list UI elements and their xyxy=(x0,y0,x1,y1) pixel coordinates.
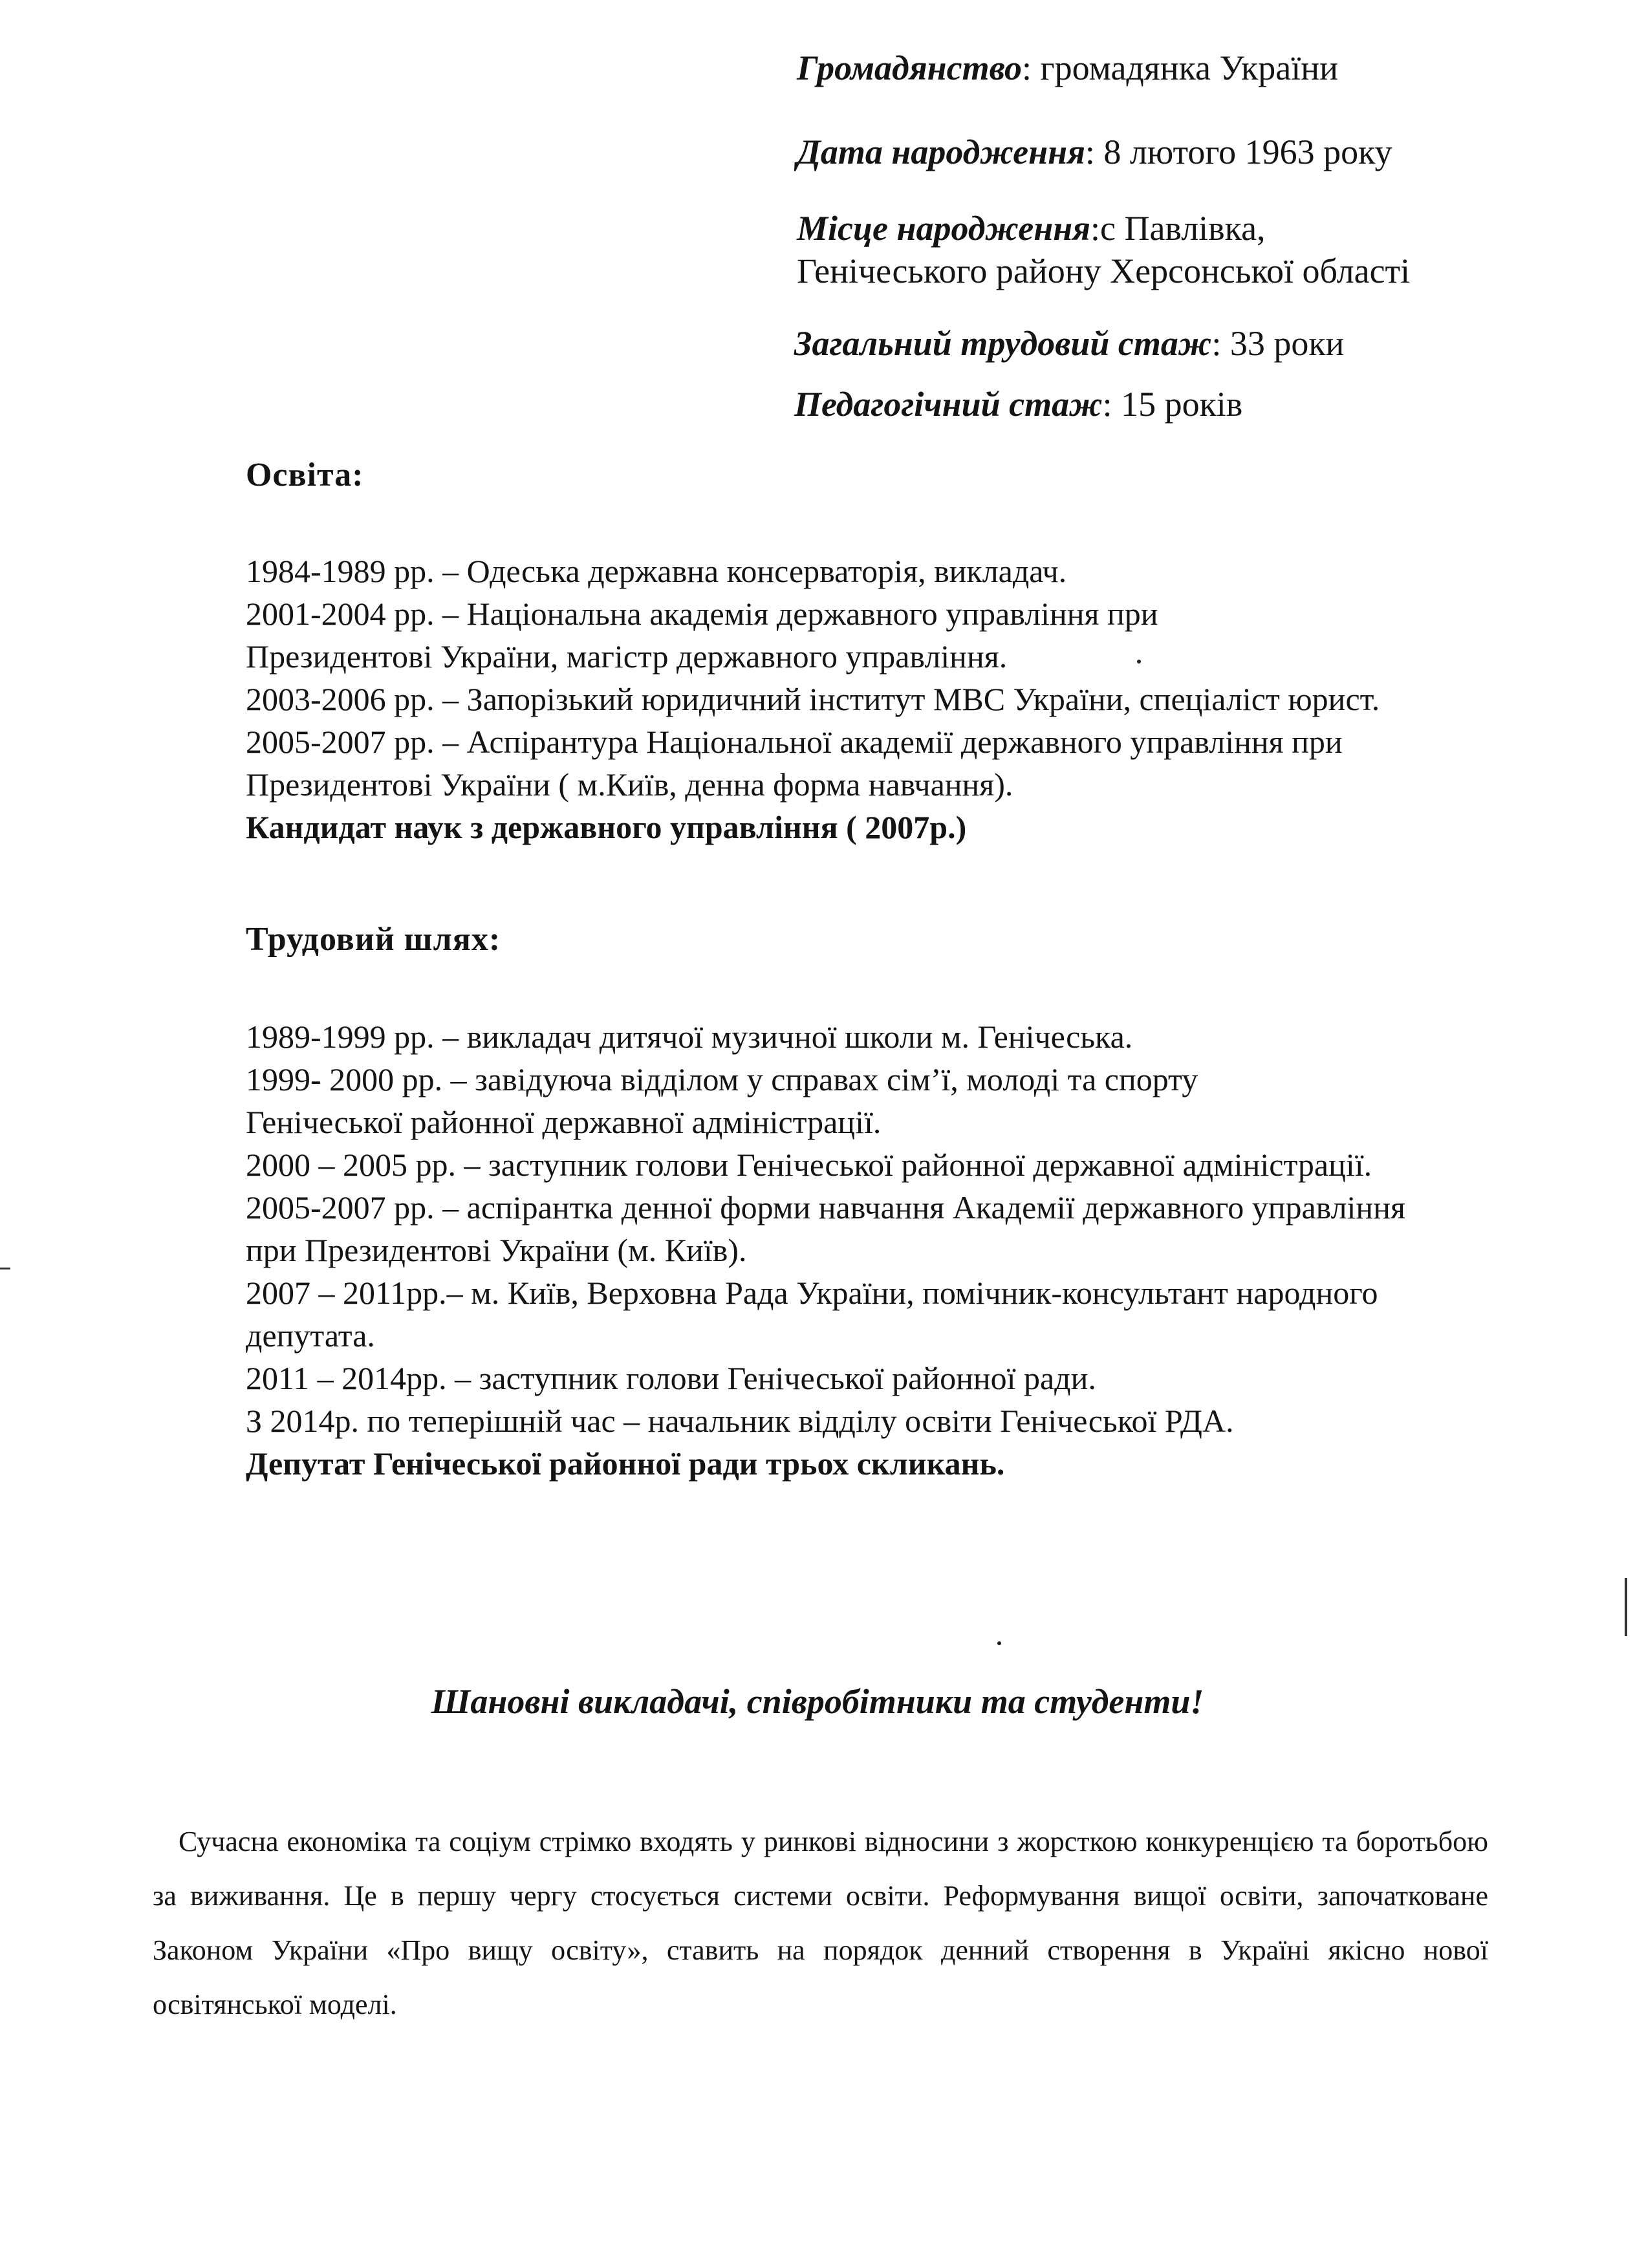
birth-place-value-line1: :с Павлівка, xyxy=(1090,209,1266,248)
intro-paragraph-text: Сучасна економіка та соціум стрімко входять у ринкові відносини з жорсткою конкуренцією та боротьбою за виживання. Це в першу чергу стосується системи освіти. Реформування вищої освіти, започатковане Законом України «Про вищу освіту», ставить на порядок денний створення в Україні якісно нової освітянської моделі. xyxy=(153,1826,1488,2020)
scan-speck xyxy=(1137,660,1141,664)
deputy-line: Депутат Генічеської районної ради трьох скликань. xyxy=(246,1445,1005,1482)
education-list xyxy=(246,550,1539,848)
work-line: 2007 – 2011рр.– м. Київ, Верховна Рада України, помічник-консультант народного xyxy=(246,1275,1378,1311)
education-section-header xyxy=(246,454,1539,497)
birth-date-row xyxy=(797,131,1392,173)
total-experience-row xyxy=(794,322,1344,365)
education-heading: Освіта: xyxy=(246,457,364,493)
birth-date-value: : 8 лютого 1963 року xyxy=(1085,133,1392,171)
work-line: 1999- 2000 рр. – завідуюча відділом у справах сім’ї, молоді та спорту xyxy=(246,1061,1198,1097)
birth-place-row xyxy=(797,207,1410,292)
work-heading: Трудовий шлях: xyxy=(246,921,501,958)
work-line: 2000 – 2005 рр. – заступник голови Генічеської районної державної адміністрації. xyxy=(246,1147,1372,1183)
work-line: 1989-1999 рр. – викладач дитячої музичної школи м. Генічеська. xyxy=(246,1019,1133,1055)
work-line: депутата. xyxy=(246,1317,375,1354)
work-line: Генічеської районної державної адміністрації. xyxy=(246,1104,882,1140)
teaching-experience-row xyxy=(794,383,1242,426)
citizenship-row xyxy=(797,47,1338,89)
work-line: 2005-2007 рр. – аспірантка денної форми навчання Академії державного управління xyxy=(246,1189,1405,1226)
scan-edge-mark xyxy=(0,1268,10,1269)
education-line: 2001-2004 рр. – Національна академія державного управління при xyxy=(246,596,1158,632)
birth-place-value-line2: Генічеського району Херсонської області xyxy=(797,252,1411,290)
education-line: 2003-2006 рр. – Запорізький юридичний інститут МВС України, спеціаліст юрист. xyxy=(246,681,1380,717)
work-list xyxy=(246,1015,1539,1485)
citizenship-value: : громадянка України xyxy=(1022,49,1339,87)
intro-paragraph xyxy=(153,1815,1488,2032)
education-line: 1984-1989 рр. – Одеська державна консерваторія, викладач. xyxy=(246,553,1067,589)
education-line: 2005-2007 рр. – Аспірантура Національної академії державного управління при xyxy=(246,724,1343,760)
greeting-heading: Шановні викладачі, співробітники та студенти! xyxy=(431,1682,1204,1721)
work-section-header xyxy=(246,918,1539,961)
degree-line: Кандидат наук з державного управління ( 2007р.) xyxy=(246,809,967,845)
work-line: при Президентові України (м. Київ). xyxy=(246,1232,747,1268)
scan-edge-mark xyxy=(1625,1578,1627,1636)
work-line: 2011 – 2014рр. – заступник голови Генічеської районної ради. xyxy=(246,1360,1096,1396)
teaching-experience-value: : 15 років xyxy=(1102,385,1243,424)
total-experience-label: Загальний трудовий стаж xyxy=(794,324,1212,363)
total-experience-value: : 33 роки xyxy=(1211,324,1345,363)
citizenship-label: Громадянство xyxy=(797,49,1023,87)
education-line: Президентові України ( м.Київ, денна форма навчання). xyxy=(246,766,1013,803)
birth-place-label: Місце народження xyxy=(797,209,1090,248)
education-line: Президентові України, магістр державного управління. xyxy=(246,638,1008,675)
birth-date-label: Дата народження xyxy=(797,133,1085,171)
work-line: З 2014р. по теперішній час – начальник відділу освіти Генічеської РДА. xyxy=(246,1403,1234,1439)
teaching-experience-label: Педагогічний стаж xyxy=(794,385,1103,424)
scan-speck xyxy=(997,1641,1001,1645)
